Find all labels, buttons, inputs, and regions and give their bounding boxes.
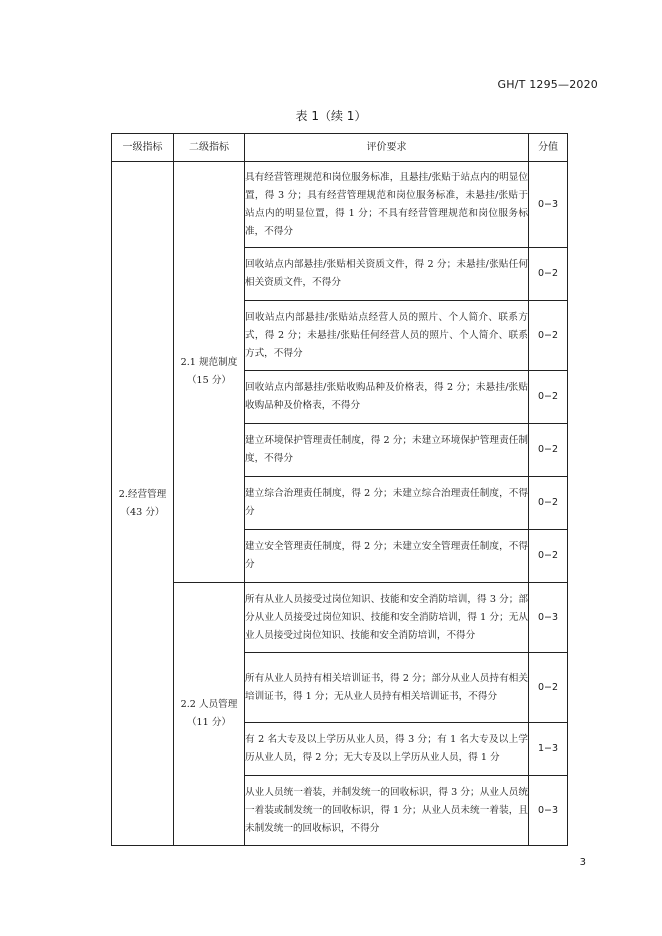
score-cell: 0−2 (529, 301, 568, 371)
column-header-level1: 一级指标 (112, 134, 174, 162)
requirement-cell: 回收站点内部悬挂/张贴相关资质文件，得 2 分；未悬挂/张贴任何相关资质文件，不得分 (245, 248, 529, 301)
level1-indicator-cell (112, 162, 174, 846)
evaluation-table (111, 133, 568, 846)
requirement-cell: 有 2 名大专及以上学历从业人员，得 3 分；有 1 名大专及以上学历从业人员，得 2 分；无大专及以上学历从业人员，得 1 分 (245, 723, 529, 776)
level2-name: 2.2 人员管理 (180, 699, 238, 710)
column-header-score: 分值 (529, 134, 568, 162)
level1-score: （43 分） (120, 506, 165, 518)
requirement-cell: 回收站点内部悬挂/张贴收购品种及价格表，得 2 分；未悬挂/张贴收购品种及价格表，不得分 (245, 371, 529, 424)
requirement-cell: 建立安全管理责任制度，得 2 分；未建立安全管理责任制度，不得分 (245, 530, 529, 583)
requirement-cell: 从业人员统一着装，并制发统一的回收标识，得 3 分；从业人员统一着装或制发统一的回收标识，得 1 分；从业人员未统一着装，且未制发统一的回收标识，不得分 (245, 776, 529, 846)
score-cell: 0−3 (529, 776, 568, 846)
standard-code: GH/T 1295—2020 (497, 78, 598, 91)
requirement-cell: 回收站点内部悬挂/张贴站点经营人员的照片、个人简介、联系方式，得 2 分；未悬挂/张贴任何经营人员的照片、个人简介、联系方式，不得分 (245, 301, 529, 371)
column-header-level2: 二级指标 (174, 134, 245, 162)
score-cell: 0−3 (529, 583, 568, 653)
level2-indicator-cell (174, 583, 245, 846)
score-cell: 0−2 (529, 477, 568, 530)
table-header-row (112, 134, 568, 162)
score-cell: 0−2 (529, 653, 568, 723)
level1-name: 2.经营管理 (118, 488, 167, 500)
level2-indicator-cell (174, 162, 245, 583)
table-row (112, 583, 568, 653)
requirement-cell: 建立综合治理责任制度，得 2 分；未建立综合治理责任制度，不得分 (245, 477, 529, 530)
score-cell: 0−2 (529, 424, 568, 477)
table-caption: 表 1（续 1） (295, 109, 367, 123)
table-row (112, 162, 568, 248)
level2-score: （15 分） (186, 375, 232, 386)
score-cell: 1−3 (529, 723, 568, 776)
requirement-cell: 所有从业人员持有相关培训证书，得 2 分；部分从业人员持有相关培训证书，得 1 分；无从业人员持有相关培训证书，不得分 (245, 653, 529, 723)
level2-score: （11 分） (186, 717, 232, 728)
level2-name: 2.1 规范制度 (180, 357, 238, 368)
column-header-requirement: 评价要求 (245, 134, 529, 162)
score-cell: 0−2 (529, 248, 568, 301)
requirement-cell: 所有从业人员接受过岗位知识、技能和安全消防培训，得 3 分；部分从业人员接受过岗位知识、技能和安全消防培训，得 1 分；无从业人员接受过岗位知识、技能和安全消防培训，不得分 (245, 583, 529, 653)
requirement-cell: 建立环境保护管理责任制度，得 2 分；未建立环境保护管理责任制度，不得分 (245, 424, 529, 477)
page-number: 3 (579, 857, 586, 868)
score-cell: 0−2 (529, 371, 568, 424)
score-cell: 0−3 (529, 162, 568, 248)
score-cell: 0−2 (529, 530, 568, 583)
requirement-cell: 具有经营管理规范和岗位服务标准，且悬挂/张贴于站点内的明显位置，得 3 分；具有经营管理规范和岗位服务标准，未悬挂/张贴于站点内的明显位置，得 1 分；不具有经营管理规范和岗位服务标准，不得分 (245, 162, 529, 248)
